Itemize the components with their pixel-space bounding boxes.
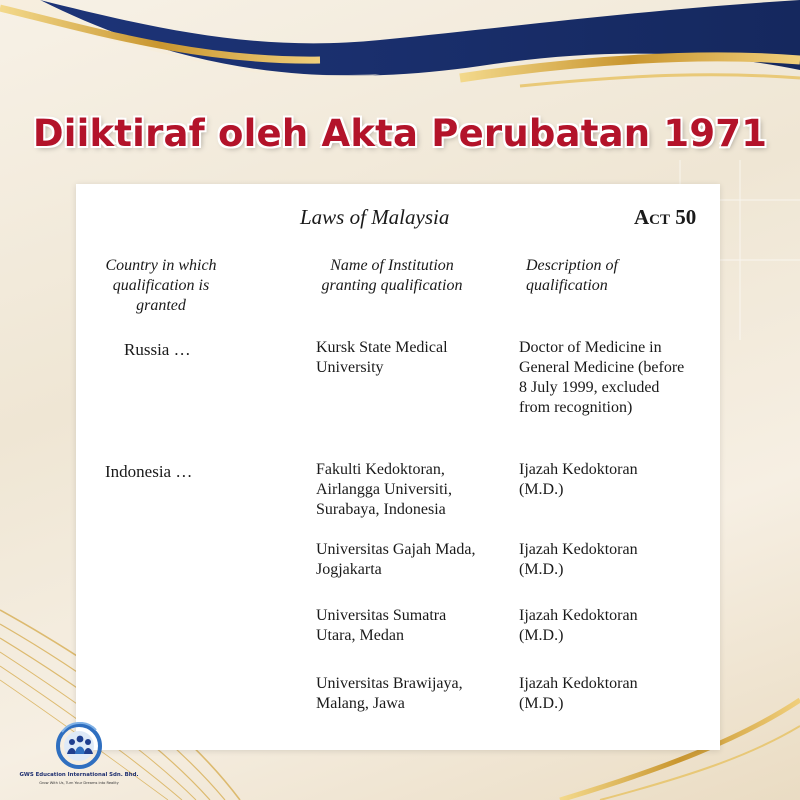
row-description: Ijazah Kedoktoran (M.D.) <box>519 607 638 644</box>
page-title: Diiktiraf oleh Akta Perubatan 1971 <box>32 112 768 155</box>
row-description: Ijazah Kedoktoran (M.D.) <box>519 675 638 712</box>
company-name: GWS Education International Sdn. Bhd. <box>19 772 139 778</box>
row-country: Russia … <box>124 340 191 359</box>
row-description: Doctor of Medicine in General Medicine (before 8 July 1999, excluded from recognition) <box>519 339 685 416</box>
column-header-institution: Name of Institution granting qualification <box>321 257 463 294</box>
row-institution: Universitas Sumatra Utara, Medan <box>316 607 447 644</box>
row-institution: Universitas Brawijaya, Malang, Jawa <box>316 675 463 712</box>
column-header-description: Description of qualification <box>526 257 618 294</box>
row-description: Ijazah Kedoktoran (M.D.) <box>519 541 638 578</box>
document-excerpt <box>76 184 720 750</box>
company-logo <box>14 722 144 774</box>
row-institution: Kursk State Medical University <box>316 339 448 376</box>
company-tagline: Grow With Us, Turn Your Dreams into Reality <box>39 781 119 785</box>
row-country: Indonesia … <box>105 462 193 481</box>
document-header-title: Laws of Malaysia <box>300 205 450 229</box>
row-institution: Universitas Gajah Mada, Jogjakarta <box>316 541 476 578</box>
row-description: Ijazah Kedoktoran (M.D.) <box>519 461 638 498</box>
document-header-act: Act 50 <box>634 205 697 229</box>
column-header-country: Country in which qualification is granted <box>105 257 217 314</box>
row-institution: Fakulti Kedoktoran, Airlangga Universiti, Surabaya, Indonesia <box>316 461 452 518</box>
